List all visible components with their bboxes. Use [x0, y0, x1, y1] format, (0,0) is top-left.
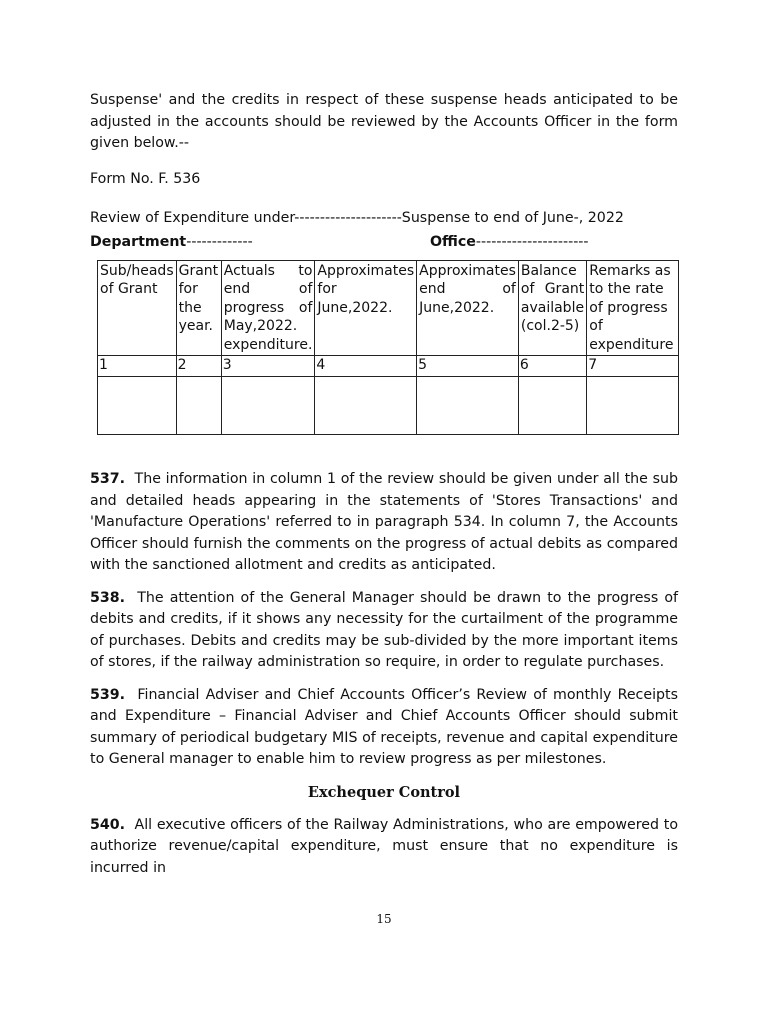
intro-paragraph: Suspense' and the credits in respect of these suspense heads anticipated to be adjusted in the accounts should be reviewed by the Accounts Officer in the form given below.--	[90, 92, 678, 151]
paragraph-538	[90, 588, 678, 674]
empty-cell	[518, 377, 586, 435]
empty-cell	[221, 377, 315, 435]
column-number: 1	[98, 356, 177, 377]
review-title: Review of Expenditure under---------------------Suspense to end of June-, 2022	[90, 210, 624, 226]
office-field	[430, 232, 589, 254]
column-number: 4	[315, 356, 417, 377]
document-page	[90, 90, 678, 890]
header-cell-actuals: Actuals to end of progress of May,2022. expenditure.	[221, 260, 315, 356]
header-cell-approx-for-june: Approximates for June,2022.	[315, 260, 417, 356]
department-office-line	[90, 232, 678, 254]
paragraph-text: The attention of the General Manager should be drawn to the progress of debits and credits, if it shows any necessity for the curtailment of the programme of purchases. Debits and credits may be sub-divided by the more important items of stores, if the railway administration so require, in order to regulate purchases.	[90, 589, 678, 670]
office-dashes: ----------------------	[475, 233, 589, 250]
header-cell-balance: Balance of Grant available (col.2-5)	[518, 260, 586, 356]
column-number: 6	[518, 356, 586, 377]
paragraph-text: Financial Adviser and Chief Accounts Officer’s Review of monthly Receipts and Expenditure – Financial Adviser and Chief Accounts Officer should submit summary of periodical budgetary MIS of receipts, revenue and capital expenditure to General manager to enable him to review progress as per milestones.	[90, 686, 678, 767]
paragraph-539	[90, 685, 678, 771]
page-number: 15	[376, 912, 392, 926]
paragraph-number: 539.	[90, 686, 126, 703]
column-number: 2	[176, 356, 221, 377]
column-number: 5	[417, 356, 519, 377]
empty-cell	[417, 377, 519, 435]
paragraph-number: 537.	[90, 471, 126, 487]
header-cell-subheads: Sub/heads of Grant	[98, 260, 177, 356]
paragraph-text: All executive officers of the Railway Administrations, who are empowered to authorize revenue/capital expenditure, must ensure that no expenditure is incurred in	[90, 816, 678, 876]
empty-cell	[315, 377, 417, 435]
empty-cell	[176, 377, 221, 435]
department-label: Department	[90, 233, 187, 250]
empty-entry-row	[98, 377, 679, 435]
column-number: 7	[587, 356, 679, 377]
header-cell-remarks: Remarks as to the rate of progress of expenditure	[587, 260, 679, 356]
column-number-row	[98, 356, 679, 377]
paragraph-537	[90, 469, 678, 577]
paragraph-text: The information in column 1 of the review should be given under all the sub and detailed heads appearing in the statements of 'Stores Transactions' and 'Manufacture Operations' referred to in paragraph 534. In column 7, the Accounts Officer should furnish the comments on the progress of actual debits as compared with the sanctioned allotment and credits as anticipated.	[90, 471, 678, 573]
review-form-table	[97, 260, 679, 436]
table-header-row	[98, 260, 679, 356]
paragraph-number: 540.	[90, 816, 126, 833]
paragraph-540	[90, 815, 678, 880]
department-field	[90, 232, 253, 254]
section-heading: Exchequer Control	[307, 783, 461, 801]
empty-cell	[587, 377, 679, 435]
header-cell-grant: Grant for the year.	[176, 260, 221, 356]
empty-cell	[98, 377, 177, 435]
paragraph-number: 538.	[90, 589, 126, 606]
column-number: 3	[221, 356, 315, 377]
office-label: Office	[430, 233, 476, 250]
department-dashes: -------------	[186, 233, 253, 250]
form-number: Form No. F. 536	[90, 170, 201, 187]
header-cell-approx-end-june: Approximates end of June,2022.	[417, 260, 519, 356]
